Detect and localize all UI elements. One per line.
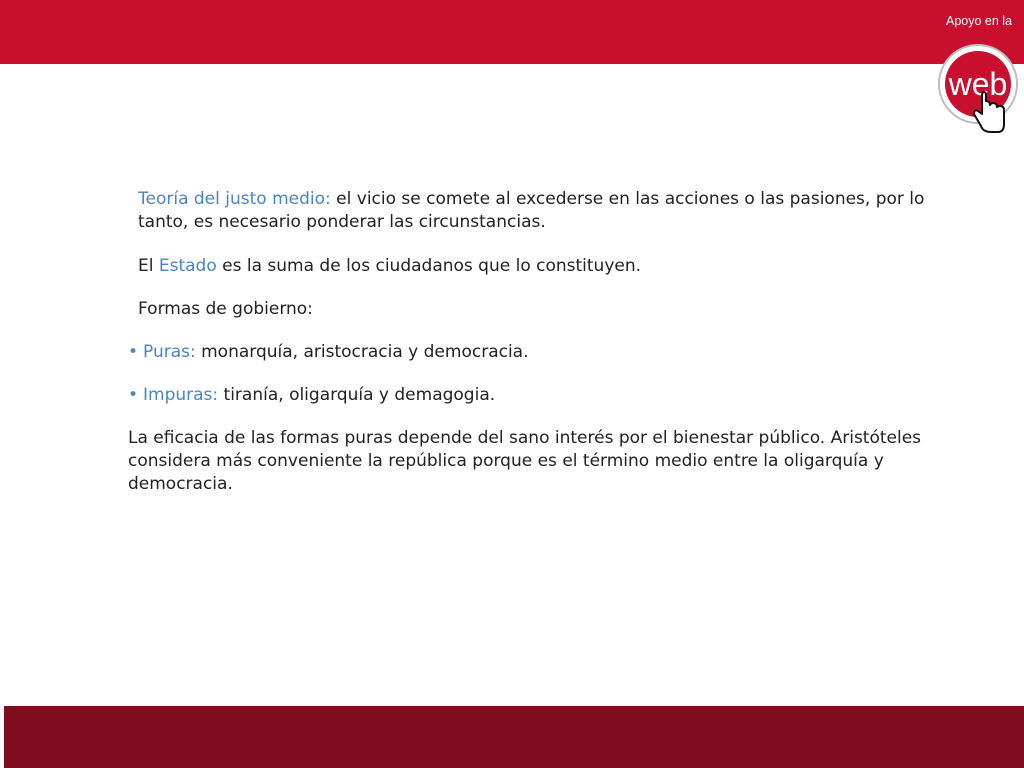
paragraph-state: El Estado es la suma de los ciudadanos que lo constituyen. [138,256,642,276]
footer-bar [4,706,1024,768]
bullet-puras: Puras: monarquía, aristocracia y democracia. [143,342,529,362]
term-estado: Estado [158,256,217,276]
paragraph-theory-line-2: tanto, es necesario ponderar las circunstancias. [138,212,546,232]
paragraph-forms: Formas de gobierno: [138,299,313,319]
term-puras: Puras: [143,342,196,362]
paragraph-efficacy-line-3: democracia. [128,474,233,494]
bullet-impuras: Impuras: tiranía, oligarquía y demagogia. [143,385,496,405]
paragraph-efficacy-line-1: La eficacia de las formas puras depende del sano interés por el bienestar público. Aristóteles [128,428,922,448]
term-justo-medio: Teoría del justo medio: [138,189,331,209]
paragraph-efficacy-line-2: considera más conveniente la república porque es el término medio entre la oligarquía y [128,451,884,471]
logo-text: web [948,66,1008,102]
term-impuras: Impuras: [143,385,219,405]
bullet-marker-impuras: • [128,385,139,405]
bullet-marker-puras: • [128,342,139,362]
paragraph-theory-line-1: Teoría del justo medio: el vicio se comete al excederse en las acciones o las pasiones, por lo [138,189,925,209]
logo-caption: Apoyo en la [946,14,1013,28]
